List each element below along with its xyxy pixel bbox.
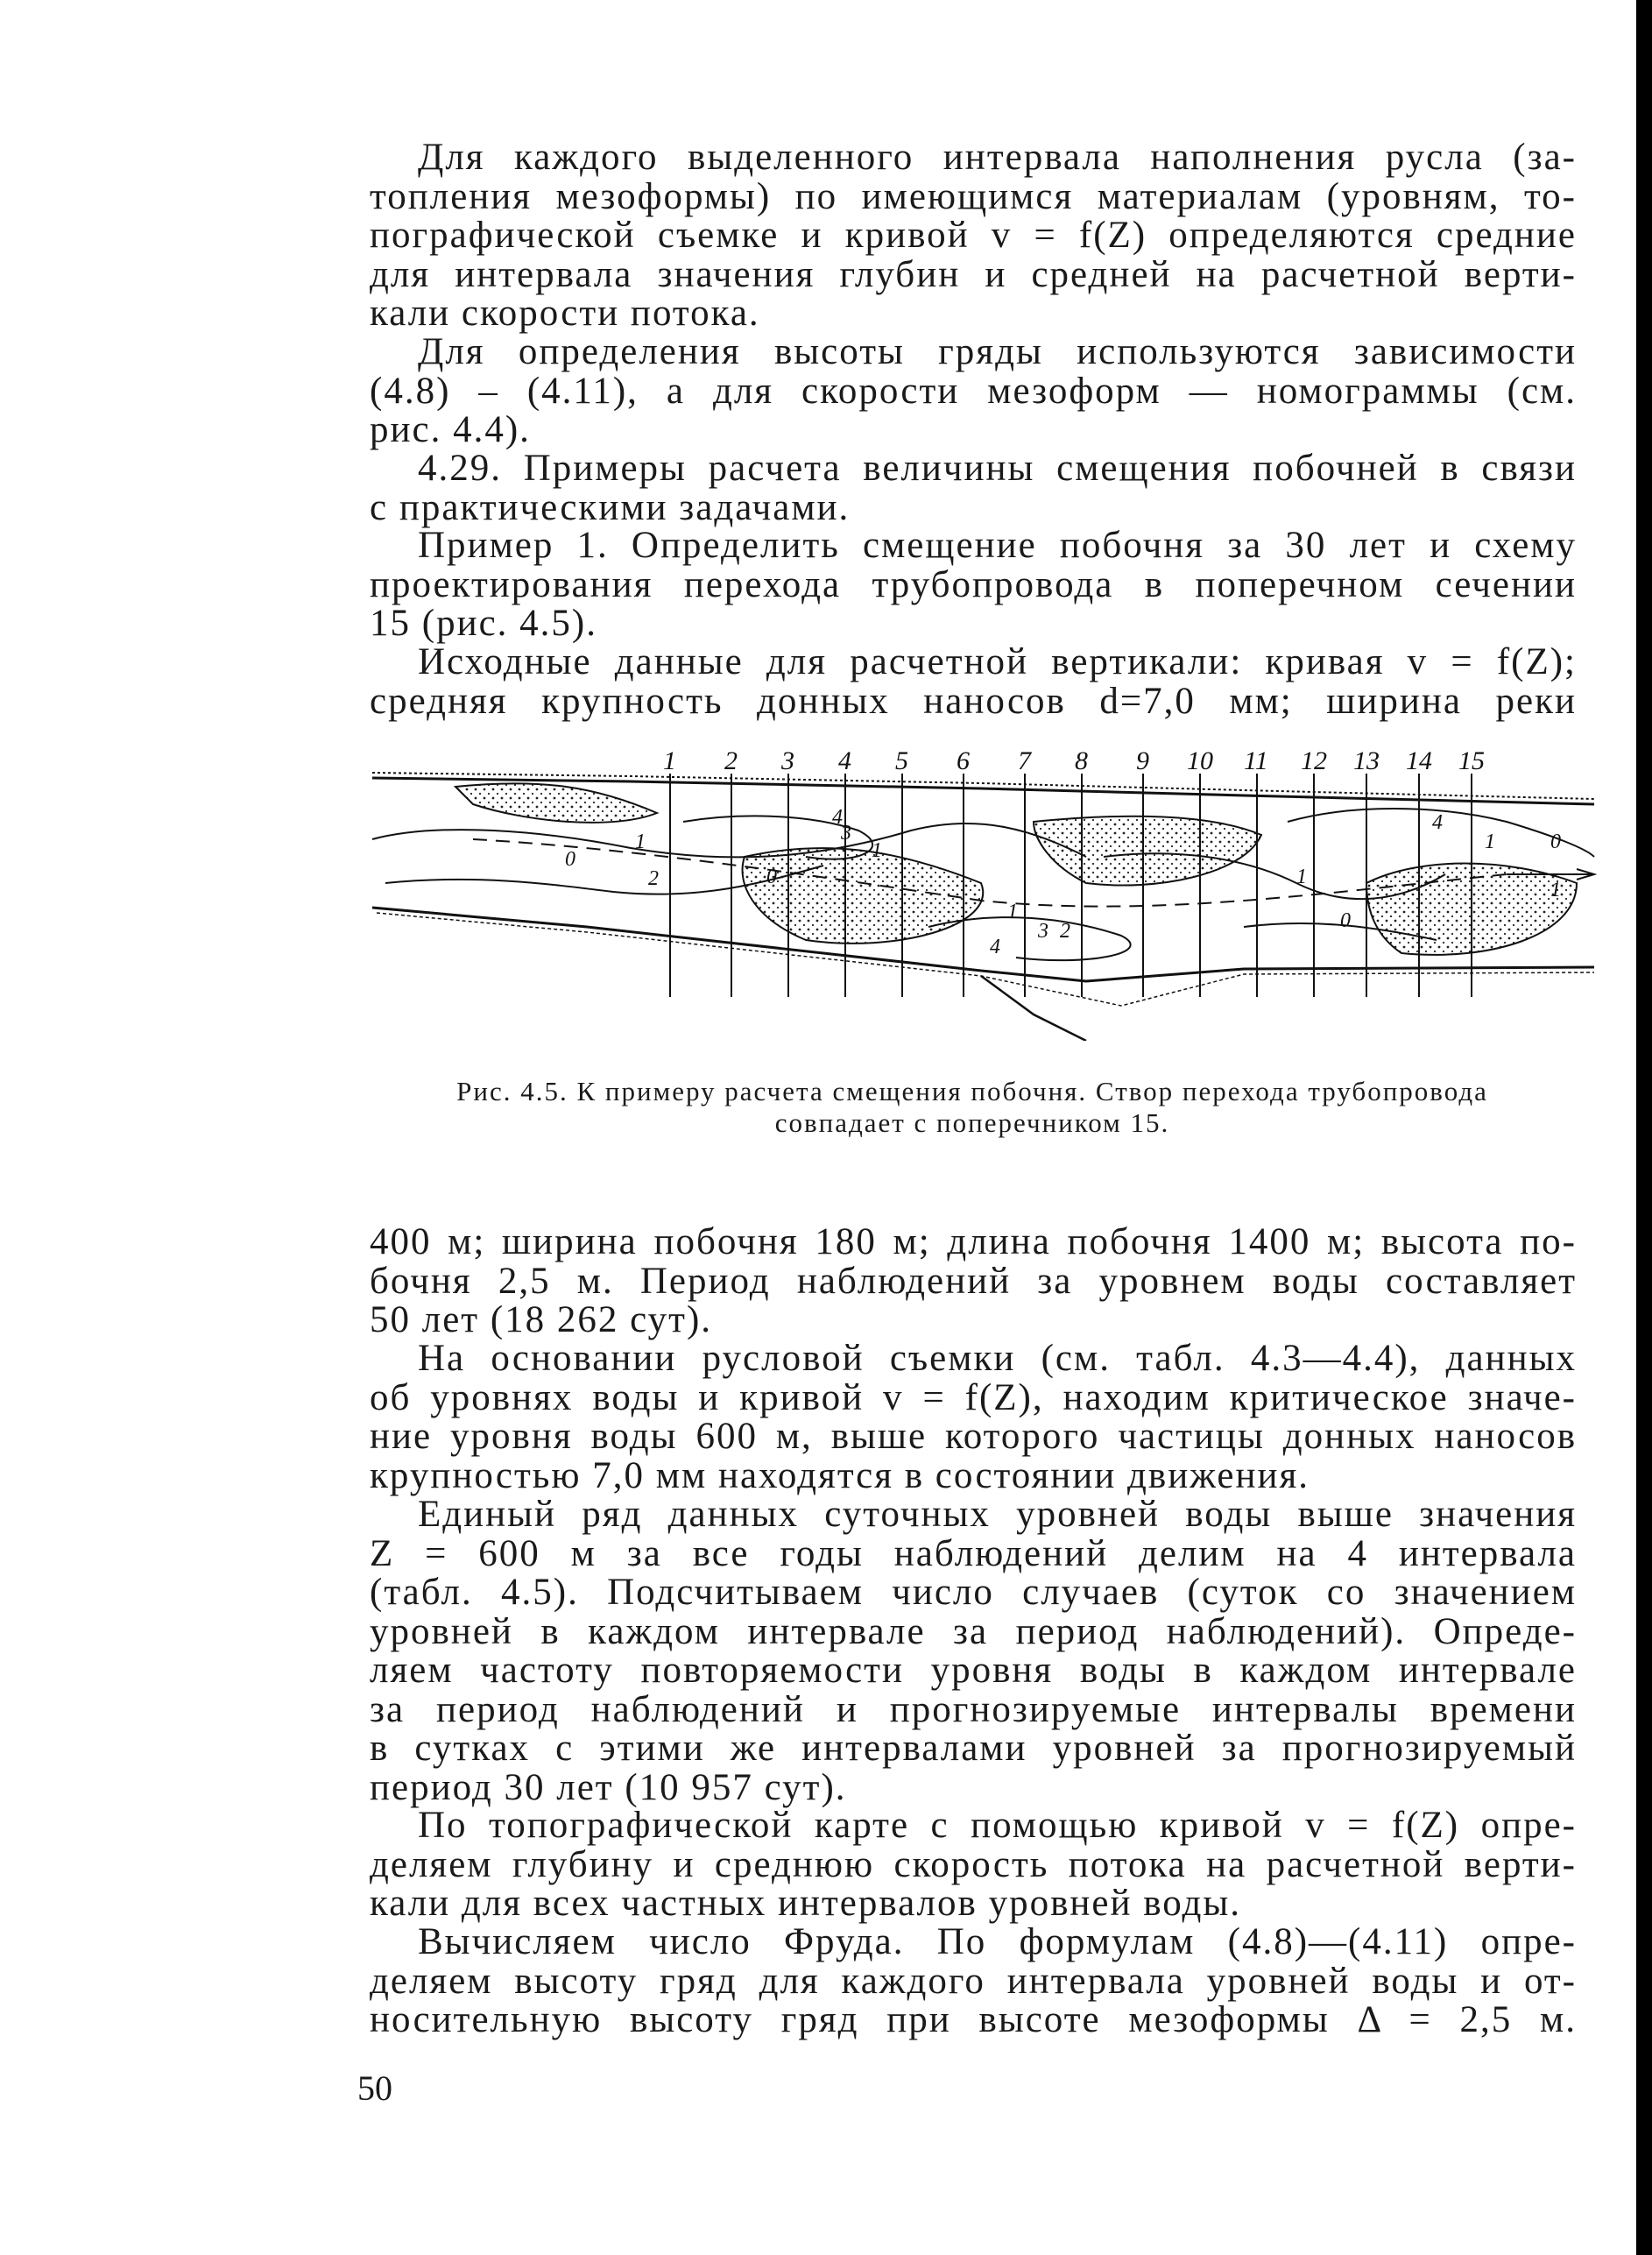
text-line: деляем высоту гряд для каждого интервала уровней воды и от-: [370, 1960, 1577, 2002]
text-line: 15 (рис. 4.5).: [370, 603, 597, 644]
text-line: топления мезоформы) по имеющимся материалам (уровням, то-: [370, 175, 1577, 217]
paragraph-9: [370, 1806, 1577, 1924]
cross-section-label: 9: [1136, 752, 1149, 775]
paragraph-10: [370, 1923, 1577, 2040]
text-line: средняя крупность донных наносов d=7,0 мм; ширина реки: [370, 680, 1577, 722]
caption-line: совпадает с поперечником 15.: [774, 1107, 1170, 1138]
cross-section-label: 4: [838, 752, 851, 775]
paragraph-1: [370, 138, 1577, 334]
cross-section-label: 5: [895, 752, 908, 775]
contour-label: 3: [1038, 920, 1048, 943]
text-line: 4.29. Примеры расчета величины смещения побочней в связи: [418, 448, 1577, 489]
text-line: 50 лет (18 262 сут).: [370, 1299, 713, 1340]
contour-label: 0: [1340, 909, 1351, 932]
text-line: бочня 2,5 м. Период наблюдений за уровнем воды составляет: [370, 1260, 1577, 1302]
text-line: за период наблюдений и прогнозируемые интервалы времени: [370, 1688, 1577, 1730]
text-line: крупностью 7,0 мм находятся в состоянии движения.: [370, 1454, 1310, 1496]
figure-caption: [368, 1076, 1577, 1139]
cross-section-label: 2: [724, 752, 738, 775]
cross-section-label: 13: [1353, 752, 1380, 775]
text-line: ние уровня воды 600 м, выше которого частицы донных наносов: [370, 1416, 1577, 1457]
contour-label: 2: [648, 867, 659, 890]
cross-section-label: 8: [1075, 752, 1088, 775]
text-line: Исходные данные для расчетной вертикали: кривая v = f(Z);: [418, 641, 1577, 682]
caption-line: Рис. 4.5. К примеру расчета смещения побочня. Створ перехода трубопровода: [456, 1076, 1488, 1106]
paragraph-6: [370, 1223, 1577, 1340]
text-line: Единый ряд данных суточных уровней воды выше значения: [418, 1494, 1577, 1535]
text-line: пографической съемке и кривой v = f(Z) определяются средние: [370, 215, 1577, 256]
paragraph-2: [370, 333, 1577, 450]
contour-label: 1: [635, 831, 646, 853]
text-line: для интервала значения глубин и средней на расчетной верти-: [370, 253, 1577, 295]
text-line: (табл. 4.5). Подсчитываем число случаев (суток со значением: [370, 1572, 1577, 1613]
text-line: уровней в каждом интервале за период наблюдений). Опреде-: [370, 1610, 1577, 1652]
text-line: кали для всех частных интервалов уровней воды.: [370, 1883, 1242, 1924]
cross-section-label: 14: [1406, 752, 1432, 775]
paragraph-7: [370, 1340, 1577, 1495]
text-line: 400 м; ширина побочня 180 м; длина побочня 1400 м; высота по-: [370, 1221, 1577, 1262]
contour-label: 1: [1007, 901, 1018, 923]
cross-section-label: 3: [781, 752, 794, 775]
paragraph-3: [370, 449, 1577, 527]
page-number: 50: [357, 2068, 392, 2108]
text-line: Для определения высоты гряды используются зависимости: [418, 331, 1577, 372]
text-line: кали скорости потока.: [370, 293, 760, 334]
cross-section-label: 7: [1018, 752, 1031, 775]
cross-section-label: 11: [1244, 752, 1268, 775]
contour-label: 4: [832, 806, 843, 829]
text-line: На основании русловой съемки (см. табл. 4.3—4.4), данных: [418, 1338, 1577, 1379]
text-line: деляем глубину и среднюю скорость потока на расчетной верти-: [370, 1843, 1577, 1885]
page-edge-shadow: [1636, 0, 1652, 2255]
contour-label: 1: [1296, 866, 1307, 888]
cross-section-label: 6: [957, 752, 970, 775]
contour-label: 3: [841, 822, 851, 845]
contour-label: 4: [990, 936, 1000, 958]
contour-label: 1: [1550, 879, 1561, 901]
text-line: носительную высоту гряд при высоте мезоформы Δ = 2,5 м.: [370, 1999, 1577, 2040]
contour-label: 2: [1060, 920, 1070, 943]
text-line: проектирования перехода трубопровода в поперечном сечении: [370, 563, 1577, 605]
text-line: Z = 600 м за все годы наблюдений делим на 4 интервала: [370, 1532, 1577, 1574]
text-line: По топографической карте с помощью кривой v = f(Z) опре-: [418, 1805, 1577, 1846]
river-channel-figure: [368, 752, 1612, 1041]
text-line: в сутках с этими же интервалами уровней за прогнозируемый: [370, 1728, 1577, 1769]
paragraph-5: [370, 643, 1577, 721]
text-line: Для каждого выделенного интервала наполнения русла (за-: [418, 137, 1577, 178]
paragraph-8: [370, 1495, 1577, 1807]
text-line: (4.8) – (4.11), а для скорости мезоформ — номограммы (см.: [370, 370, 1577, 412]
text-line: Пример 1. Определить смещение побочня за 30 лет и схему: [418, 525, 1577, 566]
cross-section-label: 1: [663, 752, 676, 775]
cross-section-label: 15: [1458, 752, 1485, 775]
cross-section-label: 10: [1187, 752, 1213, 775]
text-line: Вычисляем число Фруда. По формулам (4.8)—(4.11) опре-: [418, 1921, 1577, 1962]
text-line: ляем частоту повторяемости уровня воды в каждом интервале: [370, 1650, 1577, 1691]
text-line: период 30 лет (10 957 сут).: [370, 1766, 847, 1808]
contour-label: 1: [872, 839, 882, 862]
contour-label: 4: [1432, 811, 1443, 834]
text-line: об уровнях воды и кривой v = f(Z), находим критическое значе-: [370, 1376, 1577, 1418]
contour-label: 0: [1550, 831, 1561, 853]
text-line: с практическими задачами.: [370, 486, 851, 528]
paragraph-4: [370, 527, 1577, 644]
text-line: рис. 4.4).: [370, 409, 531, 450]
cross-section-label: 12: [1301, 752, 1327, 775]
contour-label: 1: [1485, 831, 1495, 853]
contour-label: 0: [766, 866, 777, 888]
contour-label: 0: [565, 848, 575, 871]
